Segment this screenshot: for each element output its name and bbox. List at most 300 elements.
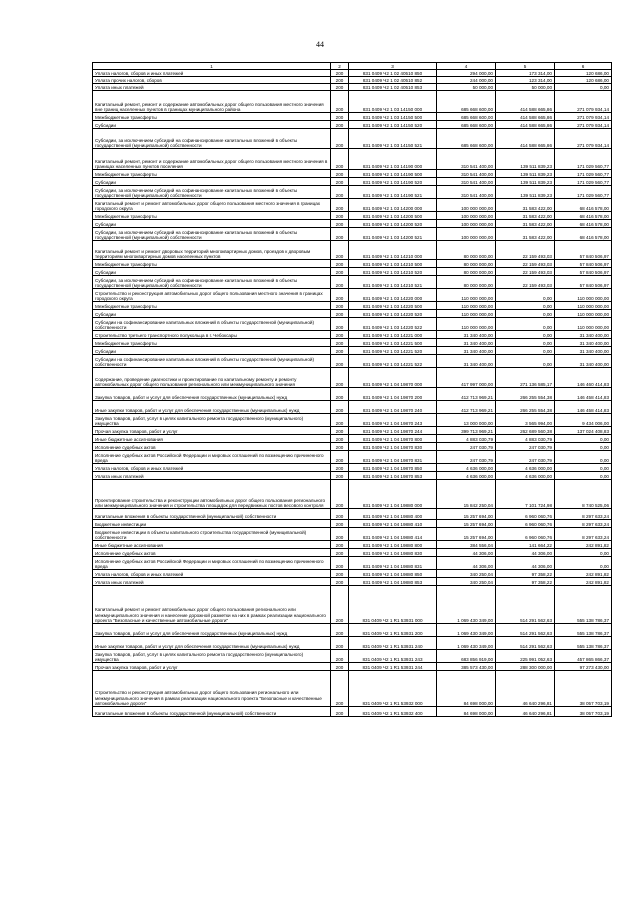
row-kvsr: 200: [331, 427, 349, 435]
row-description: Бюджетные инвестиции в объекты капитального строительства государственной (муниципальной) собственности: [93, 528, 331, 541]
row-value-col6: 457 865 866,37: [555, 650, 612, 663]
table-row: [93, 520, 612, 528]
row-value-col5: 173 314,00: [496, 70, 555, 77]
row-budget-code: 831 0409 Ч2 1 03 14220 500: [349, 302, 437, 310]
row-value-col5: 4 883 030,79: [496, 435, 555, 443]
table-row: [93, 149, 612, 170]
table-row: [93, 121, 612, 129]
row-kvsr: 200: [331, 70, 349, 77]
row-value-col4: 100 000 000,00: [437, 228, 496, 241]
row-description: Закупка товаров, работ и услуг для обеспечения государственных (муниципальных) нужд: [93, 388, 331, 401]
table-row: [93, 289, 612, 302]
row-description: Капитальные вложения в объекты государственной (муниципальной) собственности: [93, 707, 331, 717]
row-value-col5: 22 159 493,03: [496, 276, 555, 289]
row-value-col5: 271 136 585,17: [496, 368, 555, 388]
row-value-col5: 4 636 000,00: [496, 464, 555, 472]
row-description: Уплата налогов, сборов и иных платежей: [93, 464, 331, 472]
row-value-col4: 310 541 400,00: [437, 186, 496, 199]
row-description: Субсидии, за исключением субсидий на софинансирование капитальных вложений в объекты государственной (муниципальной) собственности: [93, 228, 331, 241]
row-budget-code: 831 0409 Ч2 1 03 14190 520: [349, 178, 437, 186]
row-kvsr: 200: [331, 472, 349, 480]
row-kvsr: 200: [331, 84, 349, 91]
row-budget-code: 831 0409 Ч2 1 04 19880 800: [349, 541, 437, 549]
row-value-col6: 242 891,82: [555, 570, 612, 578]
row-description: Капитальный ремонт и ремонт дворовых территорий многоквартирных домов, проездов к дворовым территориям многоквартирных домов населенных пунктов: [93, 241, 331, 260]
row-kvsr: 200: [331, 212, 349, 220]
row-value-col4: 110 000 000,00: [437, 302, 496, 310]
row-value-col4: 412 713 969,21: [437, 388, 496, 401]
row-value-col4: 685 668 600,00: [437, 129, 496, 149]
row-value-col5: 414 588 665,86: [496, 129, 555, 149]
table-row: [93, 637, 612, 650]
row-kvsr: 200: [331, 91, 349, 113]
row-budget-code: 831 0409 Ч2 1 02 40510 850: [349, 70, 437, 77]
row-value-col5: 262 689 560,38: [496, 427, 555, 435]
row-kvsr: 200: [331, 663, 349, 671]
row-value-col6: 242 891,82: [555, 578, 612, 586]
row-kvsr: 200: [331, 650, 349, 663]
row-value-col5: 31 583 422,00: [496, 199, 555, 212]
table-row: [93, 310, 612, 318]
table-row: [93, 241, 612, 260]
column-header: 6: [555, 63, 612, 70]
page-number: 44: [316, 40, 324, 49]
table-row: [93, 549, 612, 557]
table-row: [93, 70, 612, 77]
table-row: [93, 624, 612, 637]
row-value-col6: 57 840 506,97: [555, 241, 612, 260]
row-value-col6: 171 029 560,77: [555, 149, 612, 170]
row-value-col5: 139 511 839,23: [496, 178, 555, 186]
row-value-col6: 242 891,82: [555, 541, 612, 549]
row-value-col6: 146 460 414,83: [555, 368, 612, 388]
row-description: Межбюджетные трансферты: [93, 170, 331, 178]
row-value-col5: 3 565 994,00: [496, 414, 555, 427]
row-description: Исполнение судебных актов Российской Федерации и мировых соглашений по возмещению причиненного вреда: [93, 557, 331, 570]
row-budget-code: 831 0409 Ч2 1 04 19880 000: [349, 480, 437, 509]
table-row: [93, 318, 612, 331]
row-value-col6: 171 029 560,77: [555, 170, 612, 178]
row-value-col6: 110 000 000,00: [555, 310, 612, 318]
row-budget-code: 831 0409 Ч2 1 04 19880 414: [349, 528, 437, 541]
row-description: Субсидии, за исключением субсидий на софинансирование капитальных вложений в объекты государственной (муниципальной) собственности: [93, 129, 331, 149]
row-kvsr: 200: [331, 347, 349, 355]
row-description: Содержание, проведение диагностики и проектирование по капитальному ремонту и ремонту автомобильных дорог общего пользования регионального или межмуниципального значения: [93, 368, 331, 388]
row-kvsr: 200: [331, 388, 349, 401]
row-value-col5: 97 358,22: [496, 578, 555, 586]
row-description: Субсидии, за исключением субсидий на софинансирование капитальных вложений в объекты государственной (муниципальной) собственности: [93, 186, 331, 199]
row-value-col6: 8 297 633,24: [555, 509, 612, 520]
row-budget-code: 831 0409 Ч2 1 03 14210 520: [349, 268, 437, 276]
row-kvsr: 200: [331, 443, 349, 451]
row-value-col5: 50 000,00: [496, 84, 555, 91]
row-budget-code: 831 0409 Ч2 1 03 14200 500: [349, 212, 437, 220]
row-description: Субсидии: [93, 220, 331, 228]
table-row: [93, 178, 612, 186]
row-value-col5: 266 255 554,38: [496, 388, 555, 401]
row-description: Исполнение судебных актов: [93, 443, 331, 451]
row-budget-code: 831 0409 Ч2 1 R1 53931 000: [349, 586, 437, 624]
row-value-col5: 0,00: [496, 310, 555, 318]
row-value-col5: 0,00: [496, 302, 555, 310]
row-kvsr: 200: [331, 318, 349, 331]
row-value-col6: 68 416 578,00: [555, 228, 612, 241]
row-value-col4: 15 842 250,04: [437, 480, 496, 509]
column-number-row: [93, 63, 612, 70]
table-row: [93, 339, 612, 347]
row-description: Капитальный ремонт, ремонт и содержание автомобильных дорог общего пользования местного значения в границах населенных пунктов поселения: [93, 149, 331, 170]
row-value-col4: 84 698 000,00: [437, 671, 496, 707]
row-description: Иные бюджетные ассигнования: [93, 435, 331, 443]
row-budget-code: 831 0409 Ч2 1 03 14190 500: [349, 170, 437, 178]
row-value-col4: 247 030,79: [437, 451, 496, 464]
row-kvsr: 200: [331, 276, 349, 289]
row-budget-code: 831 0409 Ч2 1 04 19880 400: [349, 509, 437, 520]
row-description: Субсидии, за исключением субсидий на софинансирование капитальных вложений в объекты государственной (муниципальной) собственности: [93, 276, 331, 289]
row-value-col5: 266 255 554,38: [496, 401, 555, 414]
row-value-col6: 57 840 506,97: [555, 260, 612, 268]
row-kvsr: 200: [331, 637, 349, 650]
table-row: [93, 84, 612, 91]
row-value-col4: 44 306,00: [437, 557, 496, 570]
row-value-col5: 0,00: [496, 331, 555, 339]
row-value-col4: 412 713 969,21: [437, 401, 496, 414]
row-description: Субсидии на софинансирование капитальных вложений в объекты государственной (муниципальной) собственности: [93, 355, 331, 368]
row-budget-code: 831 0409 Ч2 1 04 19870 244: [349, 427, 437, 435]
row-value-col6: 0,00: [555, 557, 612, 570]
row-description: Прочая закупка товаров, работ и услуг: [93, 427, 331, 435]
row-budget-code: 831 0409 Ч2 1 03 14220 000: [349, 289, 437, 302]
row-description: Иные закупки товаров, работ и услуг для обеспечения государственных (муниципальных) нужд: [93, 637, 331, 650]
row-value-col6: 555 138 786,37: [555, 624, 612, 637]
row-budget-code: 831 0409 Ч2 1 03 14190 521: [349, 186, 437, 199]
row-budget-code: 831 0409 Ч2 1 03 14200 000: [349, 199, 437, 212]
table-row: [93, 401, 612, 414]
row-description: Субсидии: [93, 121, 331, 129]
table-row: [93, 557, 612, 570]
row-value-col6: 31 340 400,00: [555, 347, 612, 355]
row-description: Закупка товаров, работ, услуг в целях капитального ремонта государственного (муниципального) имущества: [93, 414, 331, 427]
row-value-col6: 0,00: [555, 549, 612, 557]
row-description: Строительство третьего транспортного полукольца в г. Чебоксары: [93, 331, 331, 339]
row-value-col6: 271 079 934,14: [555, 121, 612, 129]
row-kvsr: 200: [331, 624, 349, 637]
row-kvsr: 200: [331, 186, 349, 199]
row-value-col6: 110 000 000,00: [555, 289, 612, 302]
row-budget-code: 831 0409 Ч2 1 04 19870 830: [349, 443, 437, 451]
row-description: Строительство и реконструкция автомобильных дорог общего пользования местного значения в границах городского округа: [93, 289, 331, 302]
row-value-col5: 6 960 060,76: [496, 509, 555, 520]
row-description: Закупка товаров, работ, услуг в целях капитального ремонта государственного (муниципального) имущества: [93, 650, 331, 663]
table-row: [93, 220, 612, 228]
row-value-col4: 385 573 430,00: [437, 663, 496, 671]
row-description: Субсидии на софинансирование капитальных вложений в объекты государственной (муниципальной) собственности: [93, 318, 331, 331]
table-row: [93, 77, 612, 84]
row-value-col5: 44 306,00: [496, 557, 555, 570]
row-budget-code: 831 0409 Ч2 1 02 40510 853: [349, 84, 437, 91]
row-value-col4: 31 340 400,00: [437, 331, 496, 339]
row-value-col5: 247 030,79: [496, 451, 555, 464]
column-header: 1: [93, 63, 331, 70]
row-budget-code: 831 0409 Ч2 1 04 19870 200: [349, 388, 437, 401]
row-value-col4: 100 000 000,00: [437, 199, 496, 212]
table-row: [93, 91, 612, 113]
row-value-col5: 0,00: [496, 355, 555, 368]
row-value-col5: 0,00: [496, 339, 555, 347]
row-value-col5: 97 358,22: [496, 570, 555, 578]
row-kvsr: 200: [331, 520, 349, 528]
column-header: 2: [331, 63, 349, 70]
row-value-col4: 4 636 000,00: [437, 472, 496, 480]
row-budget-code: 831 0409 Ч2 1 04 19870 800: [349, 435, 437, 443]
row-kvsr: 200: [331, 129, 349, 149]
row-value-col6: 137 024 408,83: [555, 427, 612, 435]
row-value-col6: 0,00: [555, 451, 612, 464]
row-kvsr: 200: [331, 528, 349, 541]
row-value-col6: 68 416 578,00: [555, 220, 612, 228]
row-budget-code: 831 0409 Ч2 1 03 14200 521: [349, 228, 437, 241]
row-value-col5: 22 159 493,03: [496, 268, 555, 276]
table-row: [93, 331, 612, 339]
table-row: [93, 650, 612, 663]
table-row: [93, 368, 612, 388]
row-value-col5: 514 291 562,63: [496, 624, 555, 637]
row-description: Уплата иных платежей: [93, 578, 331, 586]
row-value-col4: 685 668 600,00: [437, 91, 496, 113]
table-row: [93, 707, 612, 717]
row-kvsr: 200: [331, 355, 349, 368]
row-description: Уплата иных платежей: [93, 472, 331, 480]
row-budget-code: 831 0409 Ч2 1 03 14221 520: [349, 347, 437, 355]
row-value-col5: 225 991 052,63: [496, 650, 555, 663]
row-value-col4: 31 340 400,00: [437, 355, 496, 368]
row-budget-code: 831 0409 Ч2 1 03 14150 500: [349, 113, 437, 121]
row-value-col4: 15 257 694,00: [437, 520, 496, 528]
row-value-col4: 80 000 000,00: [437, 268, 496, 276]
row-value-col5: 139 511 839,23: [496, 186, 555, 199]
row-value-col6: 171 029 560,77: [555, 178, 612, 186]
row-value-col4: 384 556,04: [437, 541, 496, 549]
row-value-col4: 1 069 430 349,00: [437, 586, 496, 624]
row-description: Межбюджетные трансферты: [93, 339, 331, 347]
row-value-col6: 171 029 560,77: [555, 186, 612, 199]
row-description: Уплата налогов, сборов и иных платежей: [93, 570, 331, 578]
row-value-col4: 80 000 000,00: [437, 241, 496, 260]
column-header: 5: [496, 63, 555, 70]
row-value-col6: 31 340 400,00: [555, 331, 612, 339]
row-value-col6: 146 458 414,83: [555, 401, 612, 414]
row-budget-code: 831 0409 Ч2 1 03 14150 521: [349, 129, 437, 149]
row-description: Проектирование строительства и реконструкции автомобильных дорог общего пользования регионального или межмуниципального значения и строительства площадок для передвижных постов весового контроля: [93, 480, 331, 509]
row-value-col5: 44 306,00: [496, 549, 555, 557]
row-budget-code: 831 0409 Ч2 1 03 14200 520: [349, 220, 437, 228]
row-value-col6: 57 840 506,97: [555, 268, 612, 276]
row-value-col5: 31 583 422,00: [496, 228, 555, 241]
row-value-col4: 417 997 000,00: [437, 368, 496, 388]
table-row: [93, 228, 612, 241]
row-value-col6: 110 000 000,00: [555, 318, 612, 331]
row-value-col4: 4 636 000,00: [437, 464, 496, 472]
row-budget-code: 831 0409 Ч2 1 03 14220 520: [349, 310, 437, 318]
table-row: [93, 129, 612, 149]
row-budget-code: 831 0409 Ч2 1 03 14221 000: [349, 331, 437, 339]
row-budget-code: 831 0409 Ч2 1 R1 53932 000: [349, 671, 437, 707]
row-value-col5: 514 291 562,63: [496, 586, 555, 624]
row-value-col4: 50 000,00: [437, 84, 496, 91]
table-row: [93, 186, 612, 199]
row-value-col4: 80 000 000,00: [437, 276, 496, 289]
table-row: [93, 451, 612, 464]
row-description: Исполнение судебных актов: [93, 549, 331, 557]
row-value-col4: 4 883 030,79: [437, 435, 496, 443]
row-kvsr: 200: [331, 414, 349, 427]
row-value-col5: 414 588 665,86: [496, 121, 555, 129]
row-kvsr: 200: [331, 557, 349, 570]
table-row: [93, 541, 612, 549]
row-value-col6: 8 297 633,24: [555, 528, 612, 541]
table-row: [93, 570, 612, 578]
row-budget-code: 831 0409 Ч2 1 03 14210 500: [349, 260, 437, 268]
row-budget-code: 831 0409 Ч2 1 04 19880 831: [349, 557, 437, 570]
table-row: [93, 443, 612, 451]
row-value-col4: 247 030,79: [437, 443, 496, 451]
table-row: [93, 464, 612, 472]
row-value-col4: 31 340 400,00: [437, 347, 496, 355]
table-row: [93, 212, 612, 220]
row-description: Субсидии: [93, 310, 331, 318]
row-kvsr: 200: [331, 541, 349, 549]
row-value-col4: 340 250,04: [437, 570, 496, 578]
row-description: Уплата иных платежей: [93, 84, 331, 91]
row-value-col4: 13 000 000,00: [437, 414, 496, 427]
table-row: [93, 170, 612, 178]
row-value-col6: 0,00: [555, 464, 612, 472]
row-kvsr: 200: [331, 268, 349, 276]
table-row: [93, 268, 612, 276]
row-kvsr: 200: [331, 77, 349, 84]
row-kvsr: 200: [331, 331, 349, 339]
row-value-col6: 38 057 703,19: [555, 707, 612, 717]
row-budget-code: 831 0409 Ч2 1 04 19880 830: [349, 549, 437, 557]
row-kvsr: 200: [331, 199, 349, 212]
row-kvsr: 200: [331, 464, 349, 472]
row-value-col4: 110 000 000,00: [437, 318, 496, 331]
row-budget-code: 831 0409 Ч2 1 R1 53931 244: [349, 663, 437, 671]
row-kvsr: 200: [331, 578, 349, 586]
row-value-col4: 15 257 694,00: [437, 528, 496, 541]
row-value-col5: 22 159 493,03: [496, 241, 555, 260]
row-budget-code: 831 0409 Ч2 1 04 19870 831: [349, 451, 437, 464]
row-description: Межбюджетные трансферты: [93, 113, 331, 121]
row-value-col6: 110 000 000,00: [555, 302, 612, 310]
row-description: Иные бюджетные ассигнования: [93, 541, 331, 549]
table-body: [93, 70, 612, 717]
row-description: Прочая закупка товаров, работ и услуг: [93, 663, 331, 671]
row-budget-code: 831 0409 Ч2 1 04 19870 000: [349, 368, 437, 388]
row-value-col4: 685 668 600,00: [437, 113, 496, 121]
row-kvsr: 200: [331, 241, 349, 260]
row-kvsr: 200: [331, 401, 349, 414]
row-value-col5: 141 664,22: [496, 541, 555, 549]
row-value-col5: 6 960 060,76: [496, 520, 555, 528]
row-value-col6: 31 340 400,00: [555, 355, 612, 368]
row-value-col4: 1 069 430 349,00: [437, 624, 496, 637]
row-value-col6: 120 686,00: [555, 70, 612, 77]
row-value-col6: 555 138 786,37: [555, 637, 612, 650]
row-value-col5: 139 511 839,23: [496, 170, 555, 178]
table-row: [93, 388, 612, 401]
row-kvsr: 200: [331, 339, 349, 347]
budget-table: [92, 62, 612, 717]
row-value-col6: 120 686,00: [555, 77, 612, 84]
row-kvsr: 200: [331, 113, 349, 121]
row-description: Закупка товаров, работ и услуг для обеспечения государственных (муниципальных) нужд: [93, 624, 331, 637]
row-budget-code: 831 0409 Ч2 1 03 14190 000: [349, 149, 437, 170]
table-row: [93, 260, 612, 268]
row-budget-code: 831 0409 Ч2 1 R1 53931 243: [349, 650, 437, 663]
row-kvsr: 200: [331, 178, 349, 186]
row-value-col4: 80 000 000,00: [437, 260, 496, 268]
row-value-col5: 22 159 493,03: [496, 260, 555, 268]
row-value-col4: 110 000 000,00: [437, 310, 496, 318]
row-value-col5: 247 030,79: [496, 443, 555, 451]
row-value-col5: 288 300 000,00: [496, 663, 555, 671]
row-value-col4: 399 713 969,21: [437, 427, 496, 435]
row-value-col6: 271 079 934,14: [555, 91, 612, 113]
table-row: [93, 414, 612, 427]
row-value-col5: 46 640 296,81: [496, 707, 555, 717]
row-value-col6: 8 740 525,06: [555, 480, 612, 509]
row-kvsr: 200: [331, 570, 349, 578]
row-description: Капитальный ремонт и ремонт автомобильных дорог общего пользования местного значения в границах городского округа: [93, 199, 331, 212]
row-budget-code: 831 0409 Ч2 1 04 19880 853: [349, 578, 437, 586]
row-value-col6: 0,00: [555, 472, 612, 480]
row-value-col6: 8 297 633,24: [555, 520, 612, 528]
table-row: [93, 302, 612, 310]
row-kvsr: 200: [331, 480, 349, 509]
row-value-col6: 38 057 703,19: [555, 671, 612, 707]
row-value-col6: 57 840 506,97: [555, 276, 612, 289]
table-row: [93, 347, 612, 355]
row-kvsr: 200: [331, 671, 349, 707]
row-kvsr: 200: [331, 220, 349, 228]
row-value-col5: 6 960 060,76: [496, 528, 555, 541]
row-value-col5: 46 640 296,81: [496, 671, 555, 707]
column-header: 3: [349, 63, 437, 70]
row-value-col4: 110 000 000,00: [437, 289, 496, 302]
table-row: [93, 480, 612, 509]
row-kvsr: 200: [331, 228, 349, 241]
row-kvsr: 200: [331, 302, 349, 310]
table-row: [93, 509, 612, 520]
row-budget-code: 831 0409 Ч2 1 R1 53932 400: [349, 707, 437, 717]
row-budget-code: 831 0409 Ч2 1 04 19880 410: [349, 520, 437, 528]
row-budget-code: 831 0409 Ч2 1 04 19870 243: [349, 414, 437, 427]
table-row: [93, 472, 612, 480]
row-value-col5: 31 583 422,00: [496, 220, 555, 228]
row-value-col6: 146 458 414,83: [555, 388, 612, 401]
row-budget-code: 831 0409 Ч2 1 04 19870 850: [349, 464, 437, 472]
row-description: Субсидии: [93, 268, 331, 276]
row-value-col5: 31 583 422,00: [496, 212, 555, 220]
row-description: Капитальный ремонт и ремонт автомобильных дорог общего пользования регионального или межмуниципального значения и нанесение дорожной разметки на них в рамках реализации национального проекта "Безопасные и качественные автомобильные дороги": [93, 586, 331, 624]
table-row: [93, 355, 612, 368]
row-budget-code: 831 0409 Ч2 1 04 19880 850: [349, 570, 437, 578]
row-description: Уплата прочих налогов, сборов: [93, 77, 331, 84]
table-row: [93, 671, 612, 707]
row-description: Иные закупки товаров, работ и услуг для обеспечения государственных (муниципальных) нужд: [93, 401, 331, 414]
row-value-col5: 123 314,00: [496, 77, 555, 84]
